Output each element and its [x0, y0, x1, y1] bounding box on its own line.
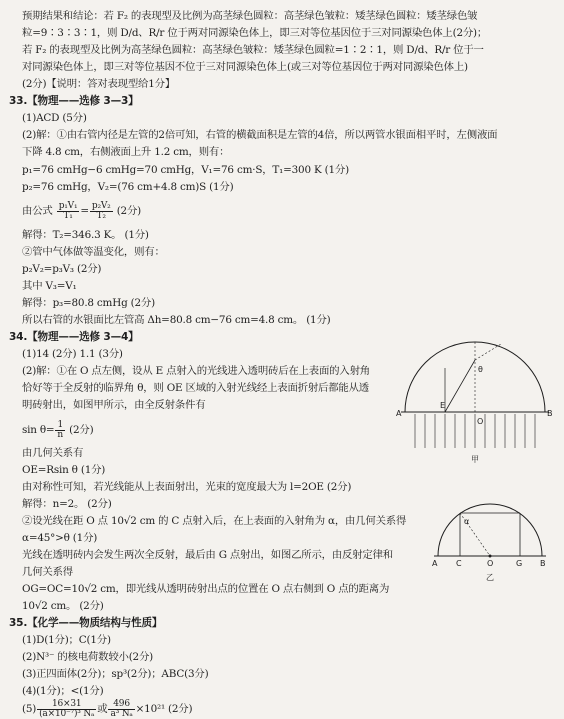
- light-ray: [445, 360, 475, 412]
- text-line: (1)D(1分)；C(1分): [22, 634, 111, 646]
- fraction: $\frac{\text{p₂V₂}}{\text{T₂}}$: [91, 200, 111, 221]
- text-line: p₂V₂=p₃V₃ (2分): [22, 263, 102, 275]
- caption-jia: 甲: [471, 455, 479, 464]
- label-a: A: [396, 409, 402, 418]
- text-line: (3)正四面体(2分)；sp³(2分)；ABC(3分): [22, 668, 209, 680]
- fraction: $\frac{\text{p₁V₁}}{\text{T₁}}$: [58, 200, 78, 221]
- text-line: 预期结果和结论：若 F₂ 的表现型及比例为高茎绿色圆粒：高茎绿色皱粒：矮茎绿色圆粒：矮茎绿色皱: [22, 10, 478, 22]
- equation-critical-angle: sin θ= $\frac{1}{n}$ (2分): [22, 419, 94, 440]
- text-line: 若 F₂ 的表现型及比例为高茎绿色圆粒：高茎绿色皱粒：矮茎绿色圆粒=1∶2∶1，则 D/d、R/r 位于一: [22, 44, 484, 56]
- text-line: 由几何关系有: [22, 447, 84, 459]
- section-heading-35: 35.【化学——物质结构与性质】: [9, 617, 163, 629]
- incident-light-arrows: [415, 414, 535, 448]
- label-g: G: [516, 559, 523, 568]
- equation-prefix: 由公式: [22, 205, 53, 217]
- label-b: B: [547, 409, 553, 418]
- section-heading-34: 34.【物理——选修 3—4】: [9, 331, 139, 343]
- text-line: 光线在透明砖内会发生两次全反射，最后由 G 点射出，如图乙所示，由反射定律和: [22, 549, 393, 561]
- text-line: (1)ACD (5分): [22, 112, 87, 124]
- refracted-ray: [475, 344, 501, 360]
- text-line: (2分)【说明：答对表现型给1分】: [22, 78, 176, 90]
- text-line: (2)解：①在 O 点左侧，设从 E 点射入的光线进入透明砖后在上表面的入射角: [22, 365, 370, 377]
- text-line: 由对称性可知，若光线能从上表面射出，光束的宽度最大为 l=2OE (2分): [22, 481, 352, 493]
- text-line: 其中 V₃=V₁: [22, 280, 77, 292]
- text-line: (4)(1分)；<(1分): [22, 685, 104, 697]
- text-line: 对同源染色体上，即三对等位基因不位于三对同源染色体上(或三对等位基因位于两对同源染色体上): [22, 61, 468, 73]
- text-line: 几何关系得: [22, 566, 73, 578]
- section-heading-33: 33.【物理——选修 3—3】: [9, 95, 139, 107]
- text-line: 粒=9∶3∶3∶1，则 D/d、R/r 位于两对同源染色体上，即三对等位基因位于三对同源染色体上(2分)；: [22, 27, 488, 39]
- label-a: A: [432, 559, 438, 568]
- label-b: B: [540, 559, 546, 568]
- figure-yi-optics: [432, 498, 548, 583]
- text-line: ②设光线在距 O 点 10√2 cm 的 C 点射入后，在上表面的入射角为 α，由几何关系得: [22, 515, 407, 527]
- text-line: 所以右管的水银面比左管高 Δh=80.8 cm−76 cm=4.8 cm。 (1分): [22, 314, 331, 326]
- semicircle-arc: [405, 342, 545, 412]
- fraction: $\frac{1}{n}$: [57, 419, 64, 440]
- fraction: $\frac{496}{\text{a³ Nₐ}}$: [110, 698, 133, 719]
- text-line: (2)N³⁻ 的核电荷数较小(2分): [22, 651, 154, 663]
- text-line: α=45°>θ (1分): [22, 532, 98, 544]
- center-point: [489, 555, 492, 558]
- equation-gas-law: 由公式 $\frac{\text{p₁V₁}}{\text{T₁}}$ = $\frac{\text{p₂V₂}}{\text{T₂}}$ (2分): [22, 200, 141, 221]
- text-line: 明砖射出，如图甲所示，由全反射条件有: [22, 399, 206, 411]
- text-line: p₂=76 cmHg，V₂=(76 cm+4.8 cm)S (1分): [22, 181, 234, 193]
- label-alpha: α: [464, 517, 470, 526]
- semicircle-arc: [438, 504, 542, 556]
- text-line: 解得：T₂=346.3 K。 (1分): [22, 229, 149, 241]
- equation-density: (5) $\frac{16\times 31}{\text{(a×10⁻⁷)³ Nₐ}}$ 或 $\frac{496}{\text{a³ Nₐ}}$ ×10²¹ (2分): [22, 698, 193, 719]
- text-line: 10√2 cm。 (2分): [22, 600, 104, 612]
- text-line: 下降 4.8 cm，右侧液面上升 1.2 cm，则有：: [22, 146, 230, 158]
- label-theta: θ: [478, 365, 483, 374]
- label-o: O: [487, 559, 494, 568]
- text-line: (1)14 (2分) 1.1 (3分): [22, 348, 123, 360]
- text-line: OE=Rsin θ (1分): [22, 464, 106, 476]
- fraction: $\frac{16\times 31}{\text{(a×10⁻⁷)³ Nₐ}}$: [39, 698, 95, 719]
- text-line: 解得：n=2。 (2分): [22, 498, 112, 510]
- text-line: OG=OC=10√2 cm，即光线从透明砖射出点的位置在 O 点右侧到 O 点的距离为: [22, 583, 390, 595]
- text-line: 解得：p₃=80.8 cmHg (2分): [22, 297, 155, 309]
- label-c: C: [456, 559, 462, 568]
- text-line: (2)解：①由右管内径是左管的2倍可知，右管的横截面积是左管的4倍，所以两管水银面相平时，左侧液面: [22, 129, 498, 141]
- text-line: ②管中气体做等温变化，则有：: [22, 246, 165, 258]
- text-line: p₁=76 cmHg−6 cmHg=70 cmHg，V₁=76 cm·S，T₁=300 K (1分): [22, 164, 349, 176]
- text-line: 恰好等于全反射的临界角 θ，则 OE 区域的入射光线经上表面折射后都能从透: [22, 382, 369, 394]
- caption-yi: 乙: [486, 573, 494, 582]
- figure-jia-optics: [395, 338, 555, 468]
- label-e: E: [440, 401, 446, 410]
- label-o: O: [477, 417, 484, 426]
